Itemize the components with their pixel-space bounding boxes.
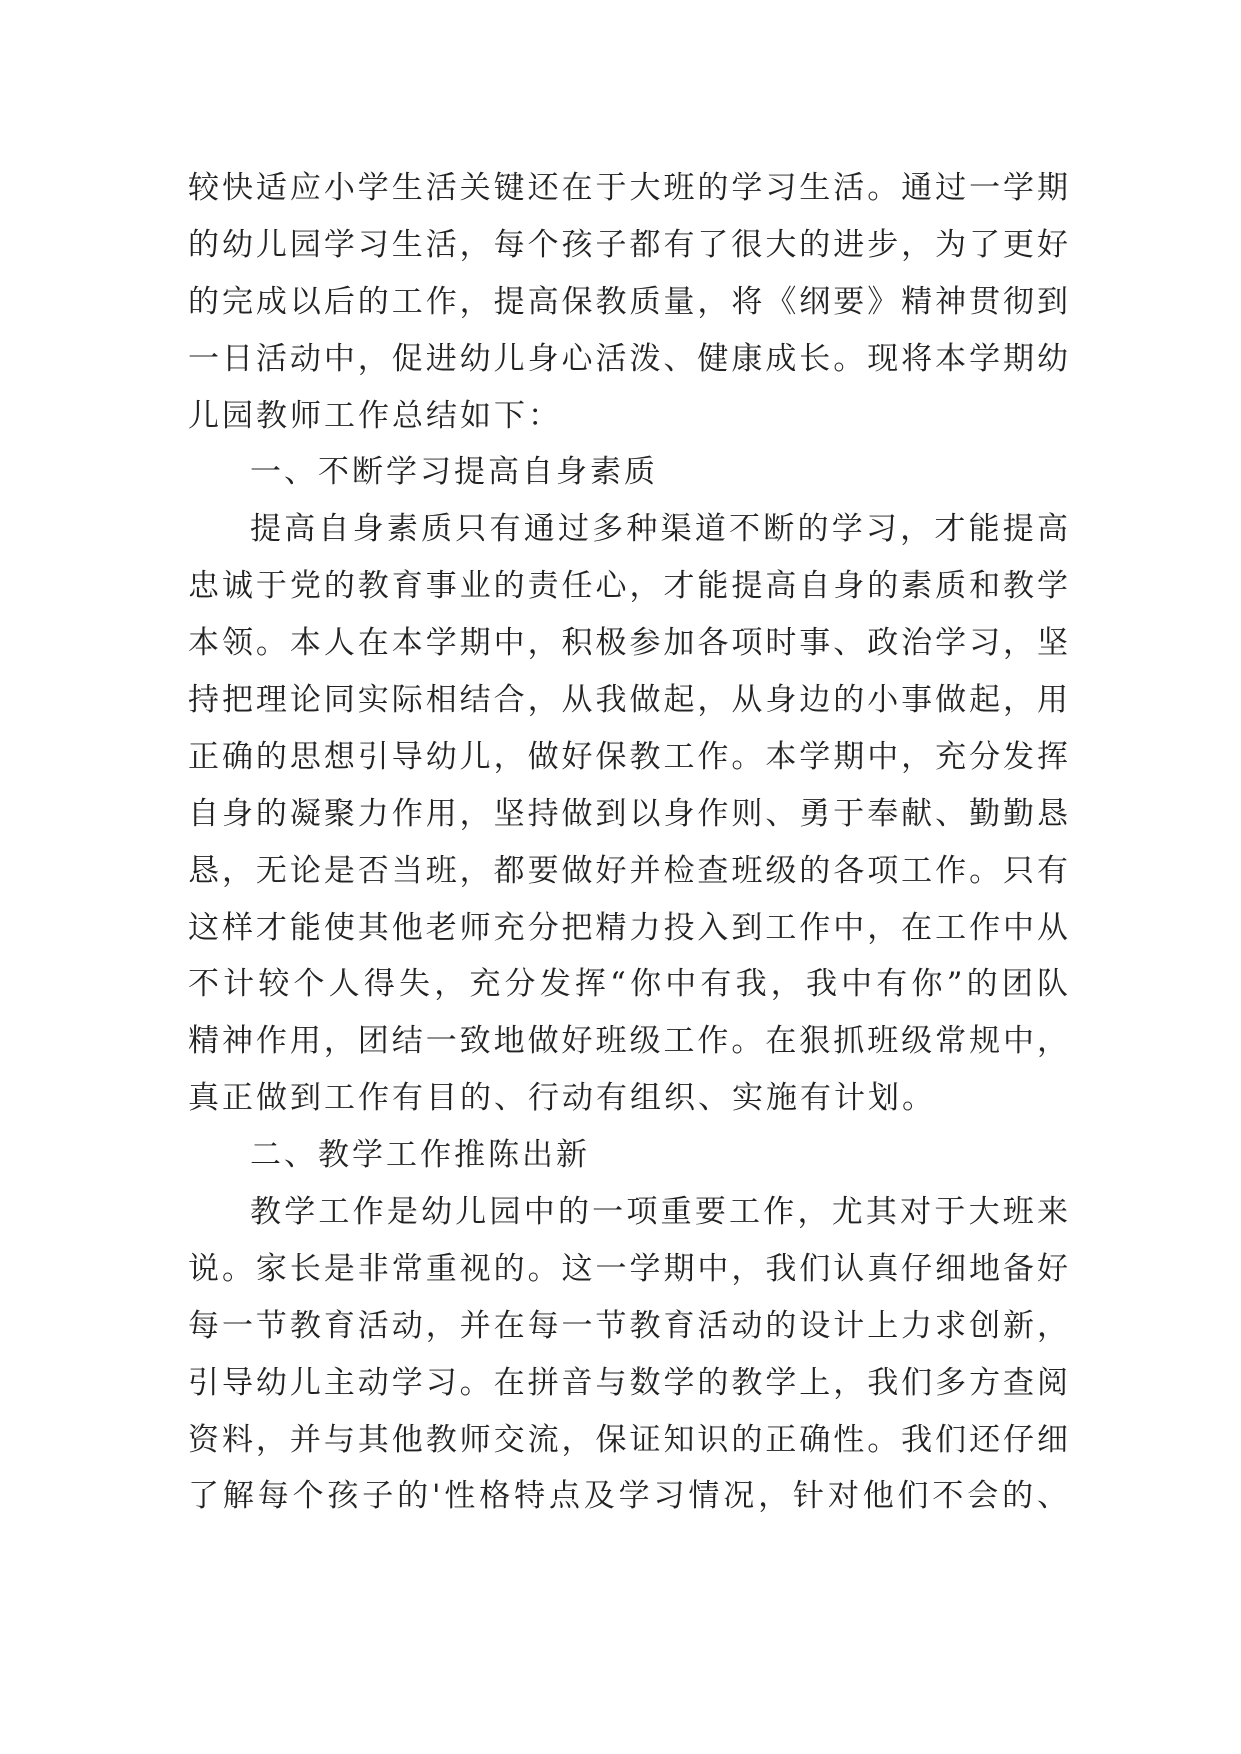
text-line: 自身的凝聚力作用，坚持做到以身作则、勇于奉献、勤勤恳: [188, 795, 1068, 832]
text-line: 精神作用，团结一致地做好班级工作。在狠抓班级常规中，: [188, 1023, 1068, 1060]
text-line: 了解每个孩子的'性格特点及学习情况，针对他们不会的、: [188, 1478, 1068, 1515]
text-line: 这样才能使其他老师充分把精力投入到工作中，在工作中从: [188, 909, 1068, 946]
text-line: 儿园教师工作总结如下：: [188, 397, 562, 434]
text-line: 恳，无论是否当班，都要做好并检查班级的各项工作。只有: [188, 852, 1068, 889]
text-line: 真正做到工作有目的、行动有组织、实施有计划。: [188, 1080, 936, 1117]
text-line: 一日活动中，促进幼儿身心活泼、健康成长。现将本学期幼: [188, 340, 1068, 377]
body-text: [188, 160, 1068, 1525]
section-heading: 一、不断学习提高自身素质: [250, 454, 658, 491]
text-line: 正确的思想引导幼儿，做好保教工作。本学期中，充分发挥: [188, 738, 1068, 775]
text-line: 较快适应小学生活关键还在于大班的学习生活。通过一学期: [188, 170, 1068, 206]
text-line: 教学工作是幼儿园中的一项重要工作，尤其对于大班来: [250, 1194, 1068, 1231]
text-line: 持把理论同实际相结合，从我做起，从身边的小事做起，用: [188, 682, 1068, 719]
text-line: 资料，并与其他教师交流，保证知识的正确性。我们还仔细: [188, 1421, 1068, 1458]
section-heading: 二、教学工作推陈出新: [250, 1137, 590, 1174]
text-line: 每一节教育活动，并在每一节教育活动的设计上力求创新，: [188, 1307, 1068, 1344]
text-line: 的完成以后的工作，提高保教质量，将《纲要》精神贯彻到: [188, 283, 1068, 320]
text-line: 的幼儿园学习生活，每个孩子都有了很大的进步，为了更好: [188, 226, 1068, 263]
text-line: 本领。本人在本学期中，积极参加各项时事、政治学习，坚: [188, 625, 1068, 662]
text-line: 说。家长是非常重视的。这一学期中，我们认真仔细地备好: [188, 1250, 1068, 1287]
text-line: 不计较个人得失，充分发挥“你中有我，我中有你”的团队: [188, 966, 1068, 1003]
text-line: 提高自身素质只有通过多种渠道不断的学习，才能提高: [250, 511, 1068, 548]
text-line: 忠诚于党的教育事业的责任心，才能提高自身的素质和教学: [188, 568, 1068, 605]
text-line: 引导幼儿主动学习。在拼音与数学的教学上，我们多方查阅: [188, 1364, 1068, 1401]
